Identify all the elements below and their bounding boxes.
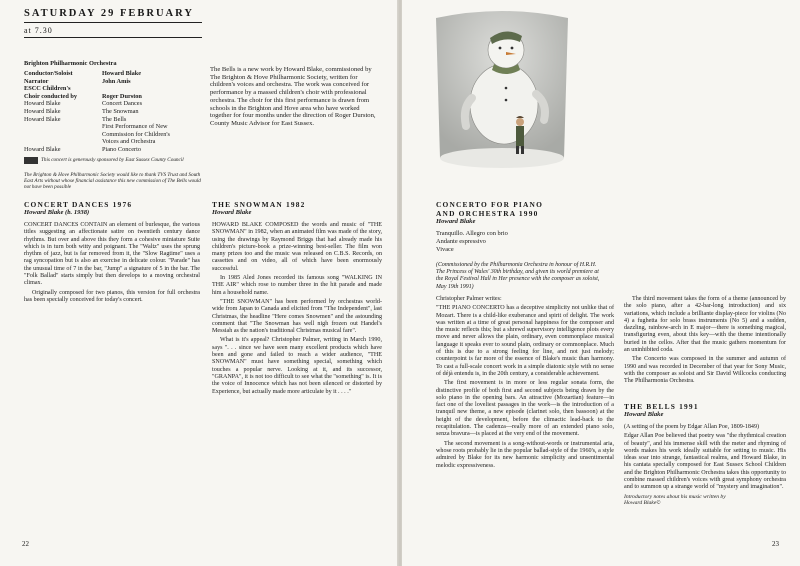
paragraph: The first movement is in more or less regular sonata form, the distinctive profile of both first and second subjects being drawn by the solo piano in the opening bars. An attractive (Mozartian) feature—in fact one of the loveliest passages in the work—is the introduction of a tranquil new theme, a new episode (clarinet solo, then bassoon) at the height of the development, before the climactic lead-back to the recapitulation. The cadenza—really more of an extended piano solo, senza bravura—is placed at the very end of the movement. (436, 380, 614, 438)
commission-note: (Commissioned by the Philharmonia Orchestra in honour of H.R.H. The Princess of Wales' 30th birthday, and given its world premiere at the Royal Festival Hall in Her presence with the composer as soloist, May 19th 1991) (436, 262, 600, 290)
paragraph: "THE PIANO CONCERTO has a deceptive simplicity not unlike that of Mozart. There is a child-like exuberance and spirit of delight. The work was written at a time of great personal happiness for the composer and the music reflects this; but a shrewd supervisory intelligence plots every move and never allows the plain, ordinary, even commonplace musical language it speaks ever to sound plain, ordinary or commonplace. Much of this is due to a strong feeling for line, and not just melody; counterpoint is far more of the essence of Blake's music than harmony. To cast a full-scale concert work in a simple diatonic style with no sense of déjà entendu is, in the 20th century, a considerable achievement. (436, 305, 614, 377)
right-page (402, 0, 800, 566)
credit-name: First Performance of New (102, 123, 168, 131)
movement-item: Vivace (436, 246, 454, 253)
sponsor-note (24, 157, 204, 164)
credit-role: Narrator (24, 77, 49, 85)
sponsor-text: This concert is generously sponsored by East Sussex County Council (41, 157, 184, 163)
concert-date-title: SATURDAY 29 FEBRUARY (24, 8, 194, 19)
section-heading: CONCERT DANCES 1976 (24, 200, 133, 209)
section-body (624, 424, 786, 492)
section-byline: Howard Blake (624, 411, 664, 418)
bells-section (624, 402, 786, 507)
paragraph: CONCERT DANCES CONTAIN an element of burlesque, the various titles suggesting an affectionate satire on twentieth century dance rhythms. But over and above this they form a cohesive miniature Suite which is in turn both witty and poignant. The "Waltz" uses the sprung rhythm of jazz, but is far removed from it, the "Slow Ragtime" uses a rag syncopation but is also an exercise in delicate colour. "Parade" has the unusual time of 7 in the bar, "Jump" a signature of 5 in the bar. The "Folk Ballad" starts simply but then develops to a moving orchestral climax. (24, 222, 200, 287)
page-number-left: 22 (22, 540, 29, 548)
section-heading: THE BELLS 1991 (624, 402, 699, 411)
section-byline: Howard Blake (b. 1938) (24, 209, 90, 216)
section-body (212, 222, 382, 396)
concerto-column-2 (624, 296, 786, 388)
credit-role: Howard Blake (24, 108, 61, 115)
paragraph: HOWARD BLAKE COMPOSED the words and music of "THE SNOWMAN" in 1982, when an animated film was made of the story, using the drawings by Raymond Briggs that had already made his children's picture-book a prize-winning best-seller. The film won many prizes too and the music was released on C.B.S. Records, on cassettes and on video, all of which have been enormously successful. (212, 222, 382, 272)
credit-name: Voices and Orchestra (102, 138, 156, 146)
snowman-section (212, 200, 382, 398)
credit-name: John Amis (102, 77, 131, 85)
section-byline: Howard Blake (436, 218, 476, 225)
credit-role: Conductor/Soloist (24, 70, 73, 77)
bells-intro: The Bells is a new work by Howard Blake, commissioned by The Brighton & Hove Philharmonic Society, written for children's voices and orchestra. The work was conceived for performance by a massed children's choir with professional orchestra. The choir for this first performance is drawn from schools in the Brighton and Hove area who have worked together for four months under the direction of Roger Durston, County Music Advisor for East Sussex. (210, 66, 376, 127)
credit-name: Roger Durston (102, 92, 142, 100)
paragraph: Edgar Allan Poe believed that poetry was "the rhythmical creation of beauty", and his immense skill with the meter and rhyming of words makes his work ideally suitable for setting to music. His ideas soar into strange, fantastical realms, and Howard Blake, in his cantata specially composed for East Sussex School Children and the Brighton Philharmonic Orchestra takes this opportunity to combine massed children's voices with great symphony orchestra and to summon up a strange world of "mystery and imagination". (624, 433, 786, 491)
paragraph: In 1985 Aled Jones recorded its famous song "WALKING IN THE AIR" which rose to number three in the hit parade and made him a household name. (212, 275, 382, 296)
orchestra-name: Brighton Philharmonic Orchestra (24, 60, 117, 67)
section-heading-line1: CONCERTO FOR PIANO (436, 200, 544, 209)
movement-item: Tranquillo. Allegro con brio (436, 230, 508, 237)
credit-role: Choir conducted by (24, 92, 78, 100)
page-number-right: 23 (772, 540, 779, 548)
concerto-heading-block (436, 200, 636, 225)
credits-list (24, 70, 206, 154)
credit-role: Howard Blake (24, 115, 61, 123)
section-heading: THE SNOWMAN 1982 (212, 200, 306, 209)
credit-name: The Snowman (102, 108, 139, 115)
footnote: Introductory notes about his music written by Howard Blake© (624, 493, 726, 507)
section-heading-line2: AND ORCHESTRA 1990 (436, 209, 539, 218)
paragraph: The second movement is a song-without-words or instrumental aria, whose roots probably lie in the popular ballad-style of the 1960's, a style admired by Blake for its new harmonic simplicity and unsentimental melodic expressiveness. (436, 440, 614, 469)
credit-name: The Bells (102, 115, 127, 123)
paragraph: Originally composed for two pianos, this version for full orchestra has been specially conceived for today's concert. (24, 289, 200, 303)
credit-name: Howard Blake (102, 70, 142, 77)
concert-dances-section (24, 200, 200, 306)
credit-role: Howard Blake (24, 146, 61, 153)
paragraph: The third movement takes the form of a theme (announced by the solo piano, after a 42-bar-long introduction) and six variations, which include a brilliante display-piece for violins (No 4) a fughetta for solo brass instruments (No 5) and a sudden, dazzling, rainbow-arch in E major—there is something magical, transfiguring even, about this key—with the theme intentionally buried in the cellos. After that the music gathers momentum for an uninhibited coda. (624, 296, 786, 354)
section-byline: Howard Blake (212, 209, 252, 216)
concert-time: at 7.30 (24, 22, 202, 38)
left-page (0, 0, 398, 566)
sponsor-logo-icon (24, 157, 38, 164)
credit-name: Piano Concerto (102, 146, 141, 153)
movement-item: Andante espressivo (436, 238, 486, 245)
credit-name: Commission for Children's (102, 130, 170, 138)
paragraph: Christopher Palmer writes: (436, 296, 502, 302)
credit-name: Concert Dances (102, 100, 143, 108)
snowman-illustration (432, 8, 572, 168)
paragraph: What is it's appeal? Christopher Palmer, writing in March 1990, says ". . . since we have seen many excellent products which have been and gone and failed to reach a wider audience, "THE SNOWMAN" must have something special, something which touches a popular nerve. Looking at it, and its successor, "GRANPA", it is not too difficult to see what the "something" is. It is the voice of Innocence which has not been silenced or distorted by Experience, but actually made more articulate by it . . . ." (212, 337, 382, 395)
movement-list (436, 230, 508, 254)
thanks-note: The Brighton & Hove Philharmonic Society would like to thank TVS Trust and South East Arts without whose financial assistance this new commission of The Bells would not have been possible (24, 172, 201, 190)
section-body (24, 222, 200, 304)
paragraph: "THE SNOWMAN" has been performed by orchestras world-wide from Japan to Canada and elicited from "The Independent", last Christmas, the headline "Here comes Snowmen" and the astounding comment that "The Snowman has well nigh frozen out Handel's Messiah as the nation's traditional Christmas musical fare". (212, 298, 382, 335)
paragraph: The Concerto was composed in the summer and autumn of 1990 and was recorded in December of that year for Sony Music, with the composer as soloist and Sir David Willcocks conducting The Philharmonia Orchestra. (624, 356, 786, 385)
credit-role: ESCC Children's (24, 85, 71, 93)
concerto-column-1 (436, 296, 614, 472)
credit-role: Howard Blake (24, 100, 61, 108)
paragraph: (A setting of the poem by Edgar Allan Poe, 1809-1849) (624, 424, 760, 430)
